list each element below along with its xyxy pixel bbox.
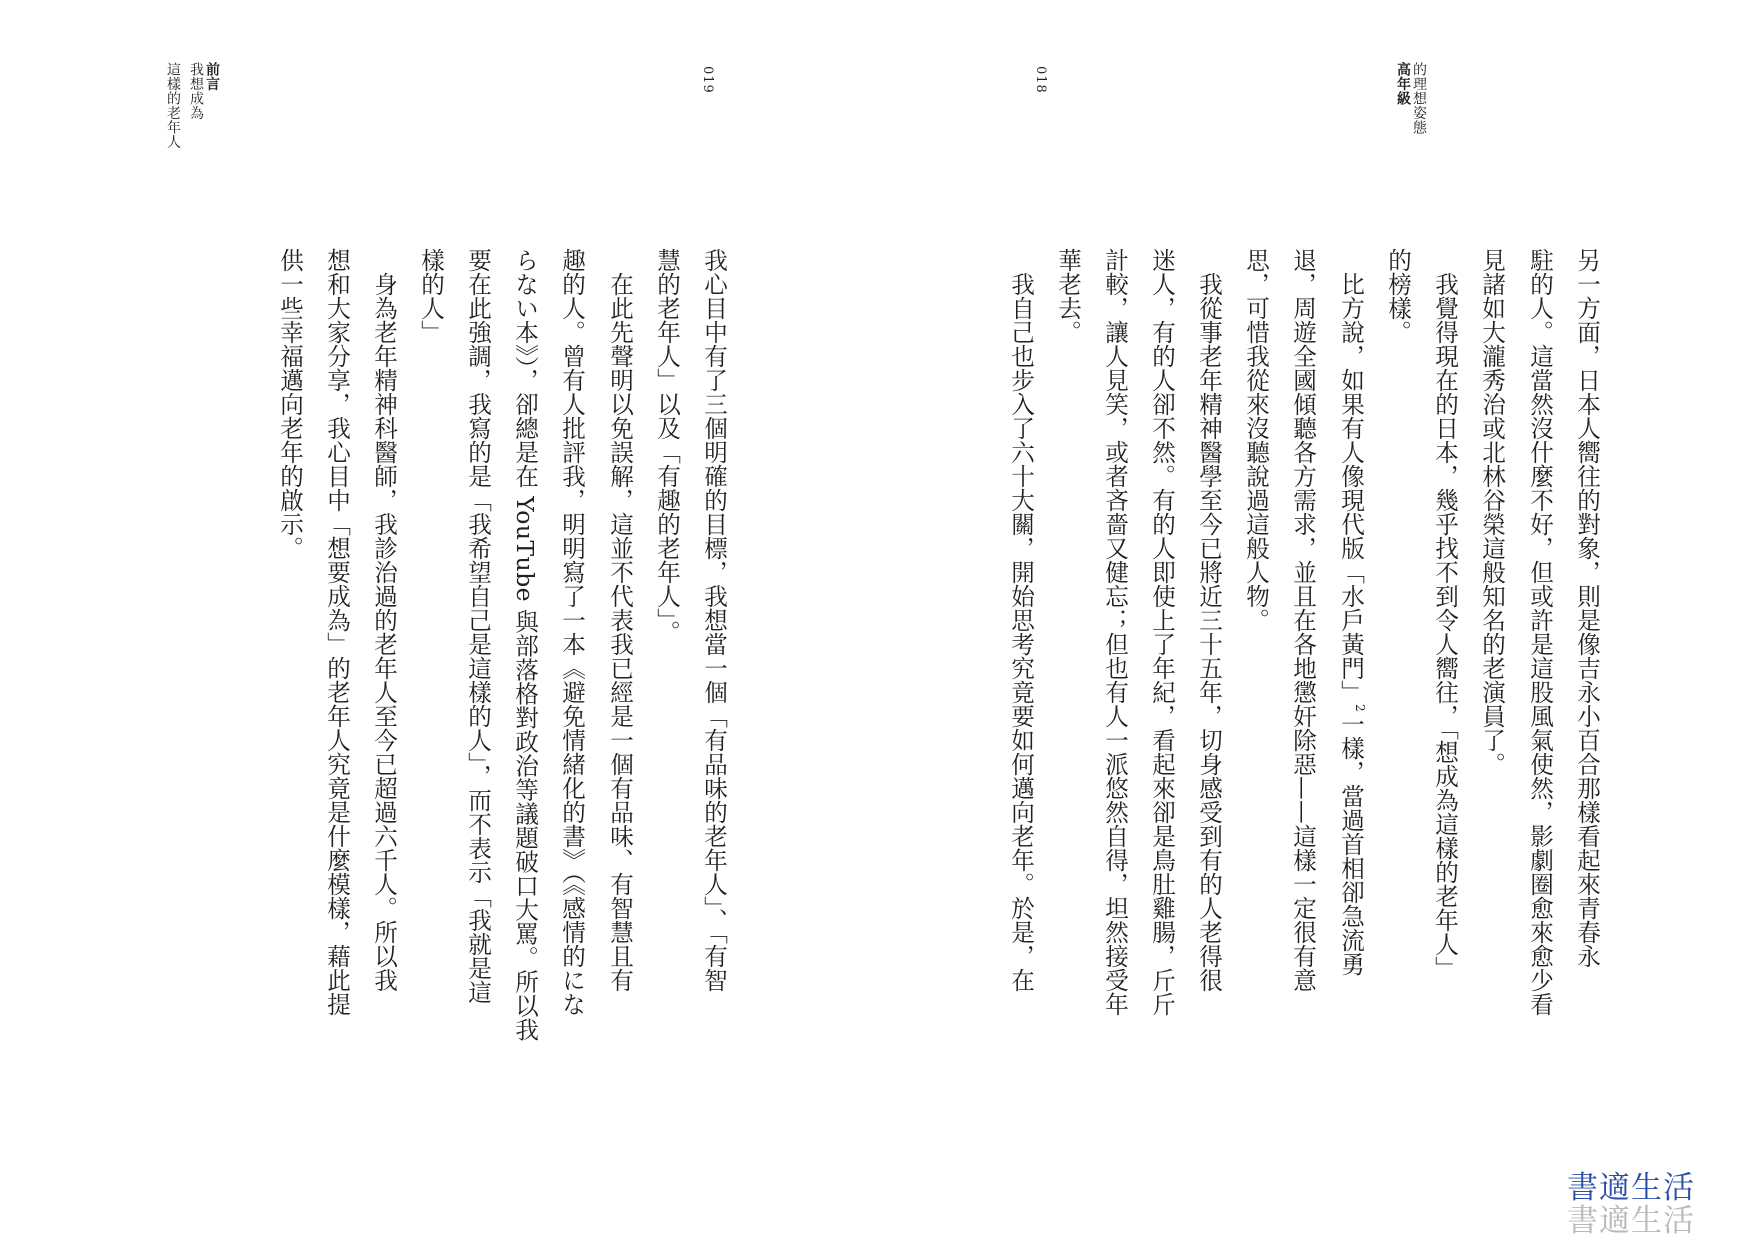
right-body-line: 的榜樣。	[1384, 248, 1412, 344]
right-running-header	[1396, 62, 1410, 106]
left-body-line: 身為老年精神科醫師，我診治過的老年人至今已超過六千人。所以我	[370, 272, 398, 992]
right-body-line: 駐的人。這當然沒什麼不好，但或許是這股風氣使然，影劇圈愈來愈少看	[1526, 248, 1554, 1016]
left-running-subheader-2: 這樣的老年人	[165, 62, 181, 149]
left-folio: 019	[700, 66, 715, 94]
right-body-line: 我覺得現在的日本，幾乎找不到令人嚮往，「想成為這樣的老年人」	[1431, 272, 1459, 981]
left-body-line: 供一些幸福邁向老年的啟示。	[276, 248, 304, 560]
right-body-line-part: 一樣，當過首相卻急流勇	[1337, 712, 1365, 977]
left-running-header	[205, 62, 219, 91]
left-header-title: 前言	[204, 62, 220, 91]
right-body-line: 退，周遊全國傾聽各方需求，並且在各地懲奸除惡——這樣一定很有意	[1289, 248, 1317, 992]
left-body-line: 在此先聲明以免誤解，這並不代表我已經是一個有品味、有智慧且有	[606, 272, 634, 992]
right-body-line-with-footnote	[1337, 272, 1374, 976]
right-body-line: 計較，讓人見笑，或者吝嗇又健忘；但也有人一派悠然自得，坦然接受年	[1101, 248, 1129, 1016]
right-body-line: 華老去。	[1054, 248, 1082, 344]
right-body-line: 迷人，有的人卻不然。有的人即使上了年紀，看起來卻是鳥肚雞腸，斤斤	[1148, 248, 1176, 1016]
left-body-line: 我心目中有了三個明確的目標，我想當一個「有品味的老年人」、「有智	[700, 248, 728, 993]
footnote-marker: 2	[1352, 704, 1367, 713]
left-body-line: 慧的老年人」以及「有趣的老年人」。	[653, 248, 681, 645]
right-running-subheader: 的理想姿態	[1411, 62, 1427, 135]
right-body-line: 思，可惜我從來沒聽說過這般人物。	[1242, 248, 1270, 632]
right-folio: 018	[1033, 66, 1048, 94]
left-body-line: らない本》），卻總是在 YouTube 與部落格對政治等議題破口大罵。所以我	[511, 248, 539, 1042]
right-body-line: 我自己也步入了六十大關，開始思考究竟要如何邁向老年。於是，在	[1007, 272, 1035, 992]
watermark-logo-text: 書適生活	[1567, 1170, 1695, 1206]
right-body-line: 另一方面，日本人嚮往的對象，則是像吉永小百合那樣看起來青春永	[1573, 248, 1601, 968]
left-body-line: 想和大家分享，我心目中「想要成為」的老年人究竟是什麼模樣，藉此提	[323, 248, 351, 1016]
right-header-title: 高年級	[1395, 62, 1411, 106]
right-body-line: 我從事老年精神醫學至今已將近三十五年，切身感受到有的人老得很	[1195, 272, 1223, 992]
right-body-line: 見諸如大瀧秀治或北林谷榮這般知名的老演員了。	[1478, 248, 1506, 776]
right-body-line-part: 比方說，如果有人像現代版「水戶黃門」	[1337, 272, 1365, 704]
left-body-line: 樣的人」	[417, 248, 445, 344]
watermark-logo-shadow: 書適生活	[1567, 1203, 1695, 1239]
left-running-subheader-1: 我想成為	[188, 62, 204, 120]
left-body-line: 要在此強調，我寫的是「我希望自己是這樣的人」，而不表示「我就是這	[464, 248, 492, 1005]
left-body-line: 趣的人。曾有人批評我，明明寫了一本《避免情緒化的書》（《感情的にな	[558, 248, 586, 1017]
